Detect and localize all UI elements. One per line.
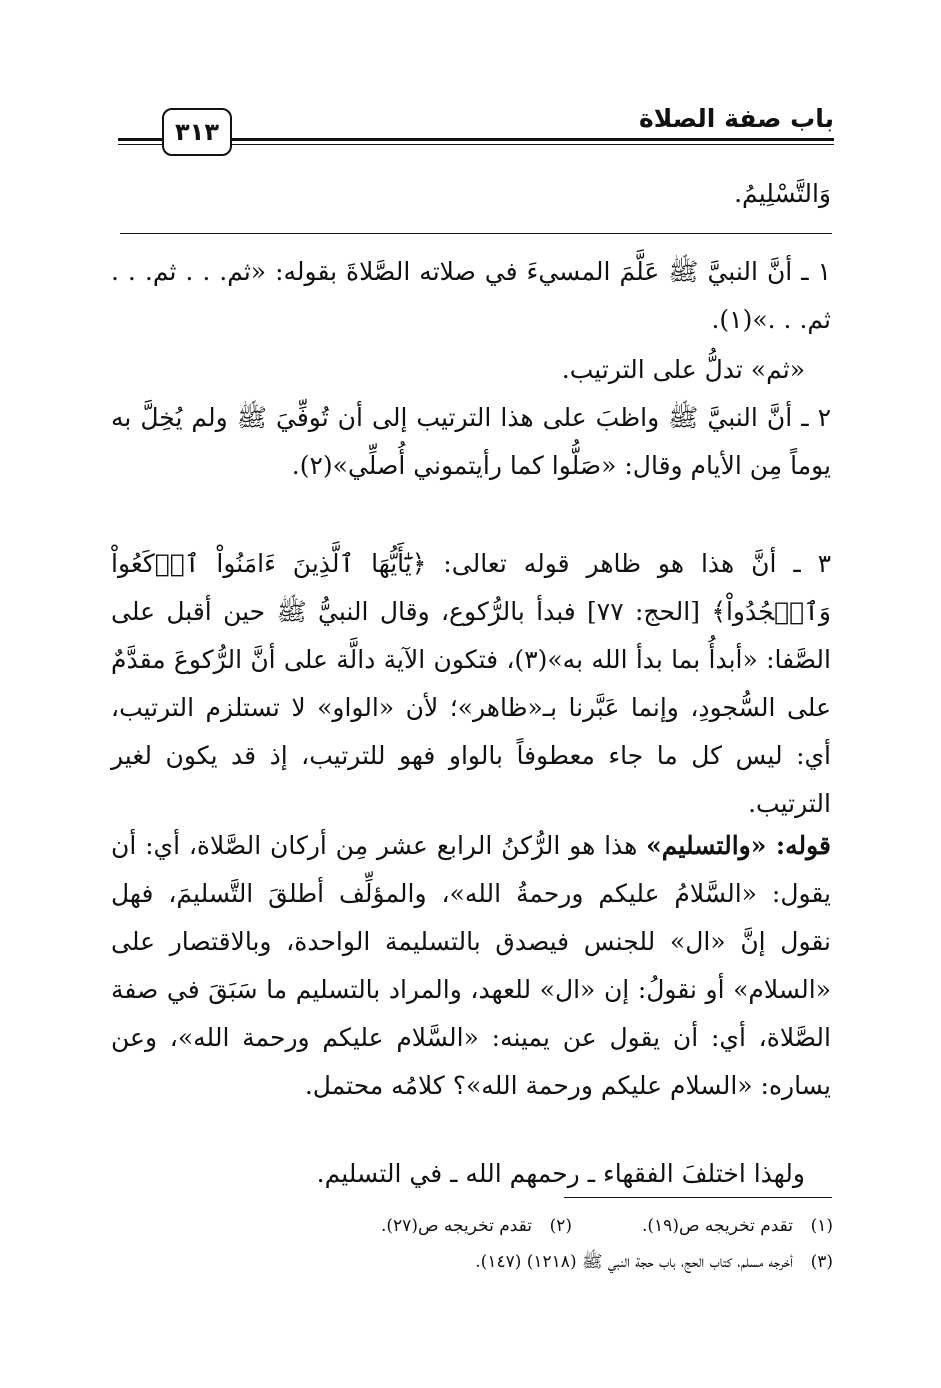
- page-number: ٣١٣: [162, 108, 232, 156]
- footnote-text: تقدم تخريجه ص(١٩).: [642, 1216, 793, 1236]
- paragraph-4: [111, 822, 831, 1110]
- page-header: [118, 100, 834, 158]
- continuation-text: وَالتَّسْلِيمُ.: [734, 179, 831, 208]
- footnote-row: [113, 1244, 833, 1280]
- header-rule-left-thin: [118, 144, 164, 145]
- chapter-title: باب صفة الصلاة: [639, 104, 834, 133]
- paragraph-5: ولهذا اختلفَ الفقهاء ـ رحمهم الله ـ في التسليم.: [316, 1159, 805, 1188]
- footnote-number: (٣): [810, 1252, 833, 1272]
- footnote-number: (١): [810, 1216, 833, 1236]
- matn-divider: [120, 233, 832, 234]
- footnote-row: [113, 1208, 833, 1244]
- footnote-text: أخرجه مسلم، كتاب الحج، باب حجة النبي ﷺ (١٢١٨) (١٤٧).: [475, 1252, 793, 1272]
- paragraph-2: ٢ ـ أنَّ النبيَّ ﷺ واظبَ على هذا الترتيب إلى أن تُوفِّيَ ﷺ ولم يُخِلَّ به يوماً مِن الأيام وقال: «صَلُّوا كما رأيتموني أُصلِّي»(٢).: [111, 403, 831, 480]
- header-rule-left: [118, 138, 164, 141]
- paragraph-1: ١ ـ أنَّ النبيَّ ﷺ عَلَّمَ المسيءَ في صلاته الصَّلاةَ بقوله: «ثم. . . ثم. . . ثم. . .»(١).: [111, 257, 831, 334]
- footnote-text: تقدم تخريجه ص(٢٧).: [381, 1216, 532, 1236]
- paragraph-4-body: هذا هو الرُّكنُ الرابع عشر مِن أركان الصَّلاة، أي: أن يقول: «السَّلامُ عليكم ورحمةُ الله»، والمؤلِّف أطلقَ التَّسليمَ، فهل نقول إنَّ «ال» للجنس فيصدق بالتسليمة الواحدة، وبالاقتصار على «السلام» أو نقولُ: إن «ال» للعهد، والمراد بالتسليم ما سَبَقَ في صفة الصَّلاة، أي: أن يقول عن يمينه: «السَّلام عليكم ورحمة الله»، وعن يساره: «السلام عليكم ورحمة الله»؟ كلامُه محتمل.: [111, 831, 831, 1100]
- footnote-number: (٢): [549, 1216, 572, 1236]
- footnote-divider: [564, 1197, 832, 1198]
- paragraph-4-lead: قوله: «والتسليم»: [646, 831, 832, 860]
- footnotes: [113, 1208, 833, 1280]
- paragraph-3: ٣ ـ أنَّ هذا هو ظاهر قوله تعالى: ﴿يَٰٓأَيُّهَا ٱلَّذِينَ ءَامَنُواْ ٱرۡكَعُواْ وَٱسۡجُدُواْ﴾ [الحج: ٧٧] فبدأ بالرُّكوع، وقال النبيُّ ﷺ حين أقبل على الصَّفا: «أبدأُ بما بدأ الله به»(٣)، فتكون الآية دالَّة على أنَّ الرُّكوعَ مقدَّمٌ على السُّجودِ، وإنما عَبَّرنا بـ«ظاهر»؛ لأن «الواو» لا تستلزم الترتيب، أي: ليس كل ما جاء معطوفاً بالواو فهو للترتيب، إذ قد يكون لغير الترتيب.: [111, 549, 831, 818]
- header-rule: [230, 138, 834, 141]
- paragraph-1b: «ثم» تدلُّ على الترتيب.: [561, 355, 805, 384]
- header-rule-thin: [230, 144, 834, 145]
